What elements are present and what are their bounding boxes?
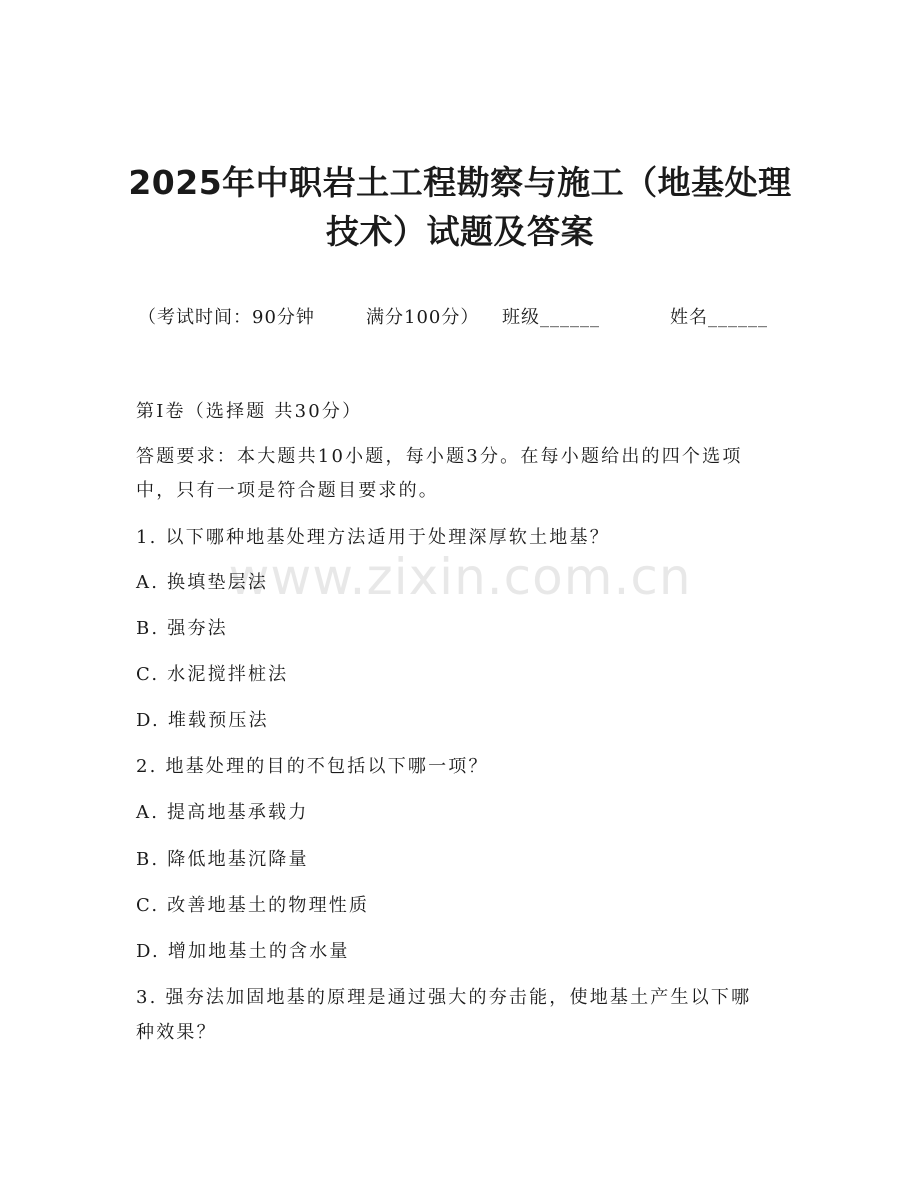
question-2-stem: 2. 地基处理的目的不包括以下哪一项？ xyxy=(136,756,489,777)
question-2-option-d: D. 增加地基土的含水量 xyxy=(136,941,350,962)
class-field: 班级______ xyxy=(502,307,600,328)
question-1-option-b: B. 强夯法 xyxy=(136,618,228,639)
question-3-stem-line-1: 3. 强夯法加固地基的原理是通过强大的夯击能，使地基土产生以下哪 xyxy=(136,987,752,1008)
question-1-option-d: D. 堆载预压法 xyxy=(136,710,269,731)
question-2-option-a: A. 提高地基承载力 xyxy=(136,802,309,823)
exam-info xyxy=(138,303,768,329)
question-2-option-b: B. 降低地基沉降量 xyxy=(136,849,309,870)
exam-score: 满分100分） xyxy=(366,307,480,328)
requirement-line-1: 答题要求：本大题共10小题，每小题3分。在每小题给出的四个选项 xyxy=(136,446,743,467)
question-3-stem-line-2: 种效果？ xyxy=(136,1022,217,1043)
section-heading: 第I卷（选择题 共30分） xyxy=(136,401,363,422)
document-title-line-2: 技术）试题及答案 xyxy=(326,212,594,251)
exam-time: （考试时间：90分钟 xyxy=(138,307,315,328)
requirement-line-2: 中，只有一项是符合题目要求的。 xyxy=(136,480,439,501)
watermark: www.zixin.com.cn xyxy=(228,548,692,606)
name-field: 姓名______ xyxy=(670,307,768,328)
question-1-option-a: A. 换填垫层法 xyxy=(136,572,269,593)
question-1-stem: 1. 以下哪种地基处理方法适用于处理深厚软土地基？ xyxy=(136,527,610,548)
question-2-option-c: C. 改善地基土的物理性质 xyxy=(136,895,370,916)
document-title-line-1: 2025年中职岩土工程勘察与施工（地基处理 xyxy=(128,163,792,202)
question-1-option-c: C. 水泥搅拌桩法 xyxy=(136,664,289,685)
